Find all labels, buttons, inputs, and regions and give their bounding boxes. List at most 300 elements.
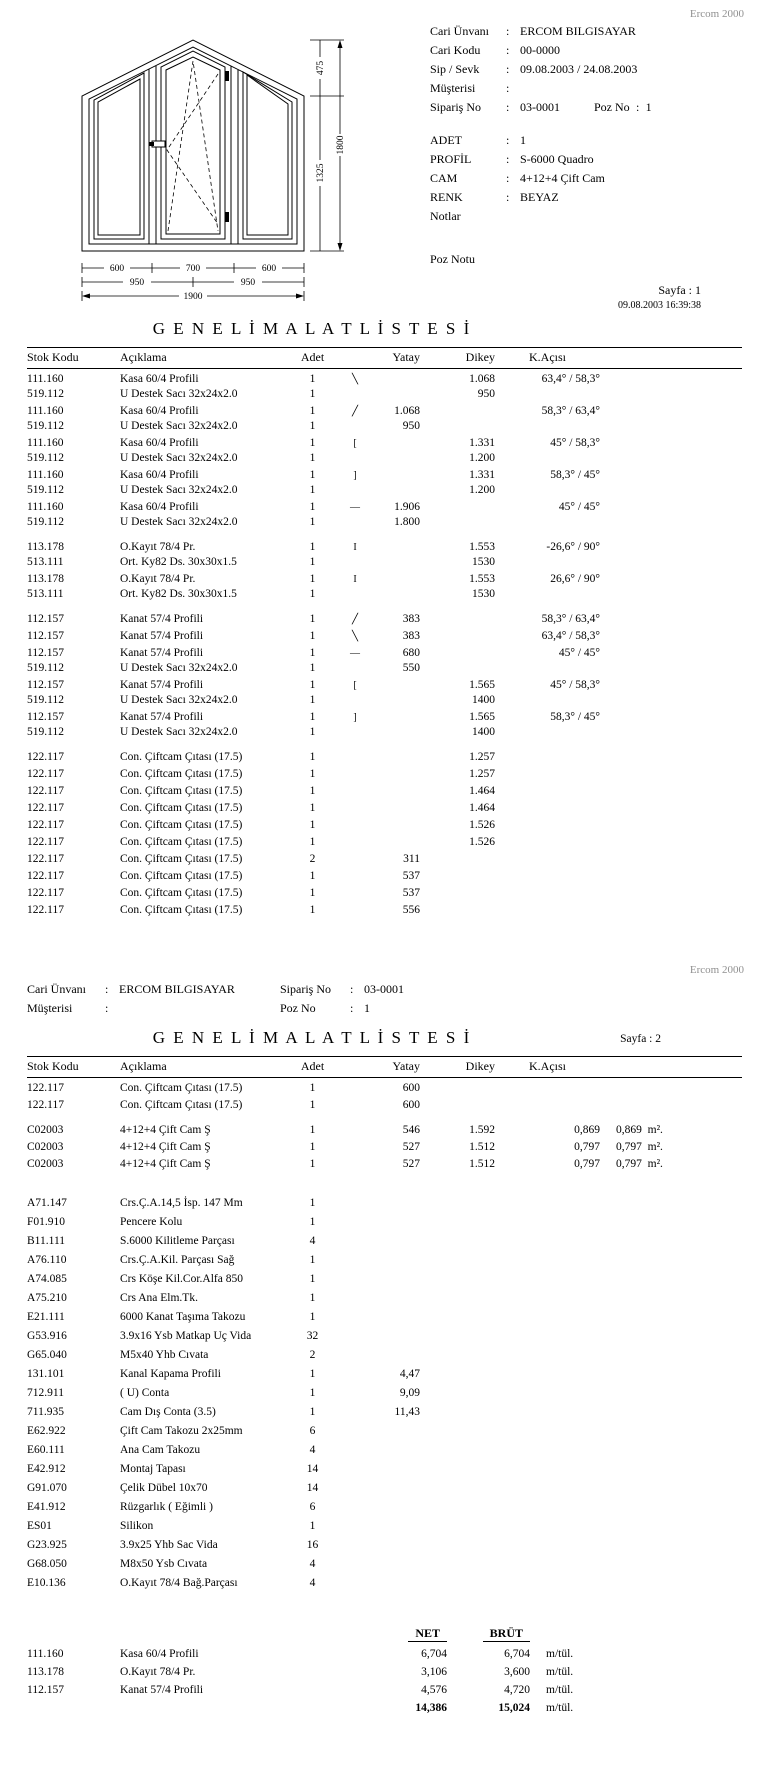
cell-kacisi: 58,3° / 45° [550, 711, 600, 723]
cell-extra [600, 903, 742, 918]
cell-yatay [375, 1348, 420, 1363]
cell-desc: Kanat 57/4 Profili [120, 647, 204, 659]
cell-dikey [420, 1291, 495, 1306]
cell-dikey [420, 869, 495, 884]
table-row [27, 784, 742, 799]
cell-code: 519.112 [27, 388, 64, 400]
cell-kacisi [495, 515, 600, 530]
cell-adet: 1 [309, 420, 316, 432]
cell-adet: 1 [309, 1406, 316, 1418]
cell-extra [600, 540, 742, 555]
cell-code: A76.110 [27, 1254, 67, 1266]
cell-code: 112.157 [27, 647, 64, 659]
cell-yatay: 600 [402, 1099, 420, 1111]
page-title: G E N E L İ M A L A T L İ S T E S İ [152, 1028, 472, 1047]
cell-adet: 1 [309, 1197, 316, 1209]
cell-dikey [420, 404, 495, 419]
cell-unit: m/tül. [546, 1702, 574, 1714]
cell-desc: Rüzgarlık ( Eğimli ) [120, 1501, 213, 1513]
cell-desc: Kasa 60/4 Profili [120, 501, 199, 513]
table-row [27, 515, 742, 530]
cell-desc: Silikon [120, 1520, 154, 1532]
table-row [27, 1538, 742, 1553]
cell-shape [335, 1367, 375, 1382]
cell-extra [600, 1081, 742, 1096]
field-label: RENK [430, 190, 463, 204]
table-row [27, 1462, 742, 1477]
cell-brut: 3,600 [504, 1666, 530, 1678]
cell-shape [335, 1443, 375, 1458]
field-label: Sipariş No [280, 982, 331, 996]
cell-dikey: 1.592 [469, 1124, 495, 1136]
cell-code: 113.178 [27, 541, 64, 553]
col-yatay: Yatay [392, 1059, 420, 1073]
cell-adet: 1 [309, 802, 316, 814]
cell-extra [600, 629, 742, 644]
cell-code: A71.147 [27, 1197, 67, 1209]
cell-yatay [375, 1234, 420, 1249]
field-label: ADET [430, 133, 462, 147]
cell-desc: Con. Çiftcam Çıtası (17.5) [120, 751, 243, 763]
table-row [27, 1157, 742, 1172]
cell-code: 712.911 [27, 1387, 64, 1399]
cell-desc: Kasa 60/4 Profili [120, 373, 199, 385]
cell-shape [335, 1291, 375, 1306]
table-row [27, 710, 742, 725]
spacer [120, 1625, 375, 1642]
cell-desc: M5x40 Yhb Cıvata [120, 1349, 209, 1361]
cell-dikey: 1.200 [469, 452, 495, 464]
cell-code: 519.112 [27, 452, 64, 464]
cell-dikey [420, 1462, 495, 1477]
table-row [27, 1081, 742, 1096]
cell-dikey [420, 1538, 495, 1553]
cell-adet: 1 [309, 751, 316, 763]
cell-extra [600, 451, 742, 466]
cell-dikey: 950 [477, 388, 495, 400]
cell-shape [335, 1253, 375, 1268]
cell-desc: Ort. Ky82 Ds. 30x30x1.5 [120, 556, 237, 568]
cell-kacisi [495, 1329, 600, 1344]
colon: : [506, 24, 510, 38]
cell-dikey: 1.068 [469, 373, 495, 385]
glass-value: 4+12+4 Çift Cam [520, 171, 605, 185]
cell-desc: U Destek Sacı 32x24x2.0 [120, 388, 238, 400]
col-dikey: Dikey [465, 1059, 495, 1073]
cell-kacisi: 0,797 [574, 1158, 600, 1170]
cell-desc: S.6000 Kilitleme Parçası [120, 1235, 235, 1247]
cell-code: 111.160 [27, 469, 64, 481]
cell-extra [600, 678, 742, 693]
cell-desc: U Destek Sacı 32x24x2.0 [120, 726, 238, 738]
cell-brut: 6,704 [504, 1648, 530, 1660]
cell-kacisi [495, 1234, 600, 1249]
cell-yatay [375, 710, 420, 725]
cell-kacisi [495, 1386, 600, 1401]
diag-down-icon: ╲ [351, 631, 359, 642]
colon: : [506, 100, 510, 114]
cell-shape [335, 1348, 375, 1363]
cell-kacisi [495, 1253, 600, 1268]
cell-kacisi: -26,6° / 90° [546, 541, 600, 553]
cell-dikey [420, 1557, 495, 1572]
cell-code: 111.160 [27, 373, 64, 385]
cell-adet: 1 [309, 711, 316, 723]
table-row [27, 646, 742, 661]
hinge-top-icon [225, 71, 229, 81]
cell-shape [335, 852, 375, 867]
cell-kacisi [495, 886, 600, 901]
cell-adet: 1 [309, 679, 316, 691]
table-row [27, 886, 742, 901]
cell-yatay [375, 835, 420, 850]
cell-extra [600, 886, 742, 901]
col-aciklama: Açıklama [120, 1059, 167, 1073]
cell-kacisi [495, 661, 600, 676]
cell-code: 519.112 [27, 726, 64, 738]
cell-net: 4,576 [421, 1684, 447, 1696]
cell-code: 112.157 [27, 679, 64, 691]
cell-desc: Kanal Kapama Profili [120, 1368, 221, 1380]
field-label: PROFİL [430, 152, 472, 166]
cell-extra [600, 725, 742, 740]
dim-lower-height: 1325 [316, 163, 326, 183]
cell-desc: Con. Çiftcam Çıtası (17.5) [120, 904, 243, 916]
cell-yatay [375, 1481, 420, 1496]
table-row [27, 801, 742, 816]
table-row [27, 818, 742, 833]
cell-adet: 1 [309, 1158, 316, 1170]
cell-kacisi [495, 767, 600, 782]
cell-dikey [420, 1481, 495, 1496]
cell-shape [335, 555, 375, 570]
cell-code: G53.916 [27, 1330, 67, 1342]
cell-code: 711.935 [27, 1406, 64, 1418]
net-header-cell [375, 1625, 447, 1642]
cell-desc: Con. Çiftcam Çıtası (17.5) [120, 785, 243, 797]
cell-yatay [375, 1310, 420, 1325]
cell-code: 113.178 [27, 1666, 64, 1678]
cell-desc: Crs.Ç.A.Kil. Parçası Sağ [120, 1254, 235, 1266]
sash-opening-lines-icon [167, 61, 218, 231]
cell-shape [335, 387, 375, 402]
cell-unit: m/tül. [546, 1666, 574, 1678]
cell-yatay: 680 [402, 647, 420, 659]
col-yatay: Yatay [392, 350, 420, 364]
cell-desc: O.Kayıt 78/4 Pr. [120, 573, 196, 585]
cell-extra [600, 1310, 742, 1325]
cell-code: 112.157 [27, 613, 64, 625]
cell-shape [335, 784, 375, 799]
profile-value: S-6000 Quadro [520, 152, 594, 166]
table-row [27, 1424, 742, 1439]
glass-row [430, 171, 759, 190]
cell-code: 111.160 [27, 437, 64, 449]
cell-adet: 1 [309, 388, 316, 400]
cell-code: 122.117 [27, 819, 64, 831]
cell-desc: Crs Ana Elm.Tk. [120, 1292, 198, 1304]
order-no-value: 03-0001 [520, 100, 560, 114]
cell-kacisi [495, 1215, 600, 1230]
cell-extra [600, 468, 742, 483]
cell-yatay: 546 [402, 1124, 420, 1136]
cell-adet: 6 [309, 1425, 316, 1437]
dimension-lines [82, 40, 344, 301]
cell-dikey [420, 1576, 495, 1591]
cell-kacisi: 26,6° / 90° [550, 573, 600, 585]
cell-adet: 1 [309, 785, 316, 797]
cell-extra [600, 646, 742, 661]
cell-adet: 1 [309, 484, 316, 496]
cell-code: E42.912 [27, 1463, 66, 1475]
cell-desc: 4+12+4 Çift Cam Ş [120, 1124, 211, 1136]
cell-yatay [375, 1272, 420, 1287]
cell-yatay [375, 693, 420, 708]
cell-kacisi [495, 1405, 600, 1420]
table-row [27, 750, 742, 765]
cell-yatay: 383 [402, 630, 420, 642]
table-row [27, 483, 742, 498]
title-row-1 [0, 319, 769, 343]
cell-shape [335, 451, 375, 466]
cell-shape [335, 1500, 375, 1515]
cell-kacisi: 0,797 [574, 1141, 600, 1153]
cell-extra [600, 1215, 742, 1230]
table-row [27, 540, 742, 555]
cell-extra [600, 572, 742, 587]
cell-code: G91.070 [27, 1482, 67, 1494]
table-row [27, 1196, 742, 1211]
cell-yatay: 527 [402, 1141, 420, 1153]
bracket-right-icon: ] [353, 470, 357, 481]
cell-extra [600, 387, 742, 402]
cell-shape [335, 801, 375, 816]
field-label: Cari Kodu [430, 43, 481, 57]
cell-kacisi [495, 587, 600, 602]
table-row [27, 404, 742, 419]
cell-extra [600, 869, 742, 884]
brut-label: BRÜT [483, 1625, 530, 1642]
cell-adet: 4 [309, 1558, 316, 1570]
cell-yatay: 1.068 [394, 405, 420, 417]
cell-kacisi [495, 1196, 600, 1211]
customer-code-value: 00-0000 [520, 43, 560, 57]
cell-kacisi: 0,869 [574, 1124, 600, 1136]
net-label: NET [408, 1625, 447, 1642]
cell-yatay [375, 387, 420, 402]
customer-row [430, 81, 759, 100]
table-body-page1 [27, 372, 742, 918]
dim-width-mid: 700 [185, 264, 201, 274]
cell-dikey: 1530 [472, 588, 495, 600]
table-row [27, 1348, 742, 1363]
hinge-bottom-icon [225, 212, 229, 222]
table-row [27, 767, 742, 782]
cell-kacisi [495, 1500, 600, 1515]
cell-dikey [420, 1310, 495, 1325]
cell-adet: 14 [306, 1482, 319, 1494]
cell-yatay [375, 436, 420, 451]
cell-dikey [420, 1253, 495, 1268]
table-row [27, 1329, 742, 1344]
cell-dikey: 1.565 [469, 679, 495, 691]
col-shape [335, 1059, 375, 1074]
cell-yatay: 527 [402, 1158, 420, 1170]
cell-yatay [375, 1291, 420, 1306]
cell-kacisi: 45° / 58,3° [550, 437, 600, 449]
cell-kacisi: 58,3° / 63,4° [541, 405, 600, 417]
cell-kacisi [495, 903, 600, 918]
order-no-row [430, 100, 759, 119]
cell-adet: 4 [309, 1235, 316, 1247]
cell-adet: 2 [309, 853, 316, 865]
cell-code: E62.922 [27, 1425, 66, 1437]
page2-right-info [280, 982, 742, 1020]
cell-yatay [375, 483, 420, 498]
field-label: Sip / Sevk [430, 62, 480, 76]
cell-yatay [375, 678, 420, 693]
table-row [27, 693, 742, 708]
cell-yatay: 600 [402, 1082, 420, 1094]
profile-row [430, 152, 759, 171]
cell-code: 122.117 [27, 1099, 64, 1111]
table-row [27, 436, 742, 451]
cell-dikey: 1.464 [469, 785, 495, 797]
cell-code: 122.117 [27, 802, 64, 814]
cell-dikey [420, 1443, 495, 1458]
cell-code: 122.117 [27, 853, 64, 865]
cell-kacisi: 58,3° / 63,4° [541, 613, 600, 625]
cell-shape [335, 1481, 375, 1496]
cell-desc: 4+12+4 Çift Cam Ş [120, 1141, 211, 1153]
cell-adet: 1 [309, 373, 316, 385]
title-row-2 [0, 1028, 769, 1052]
table-row [27, 1481, 742, 1496]
table-row [27, 1557, 742, 1572]
table-row [27, 852, 742, 867]
cell-adet: 2 [309, 1349, 316, 1361]
cell-code: G68.050 [27, 1558, 67, 1570]
cell-desc: Con. Çiftcam Çıtası (17.5) [120, 836, 243, 848]
cell-code: A75.210 [27, 1292, 67, 1304]
cell-code: 122.117 [27, 751, 64, 763]
cell-desc: U Destek Sacı 32x24x2.0 [120, 484, 238, 496]
cell-adet: 1 [309, 556, 316, 568]
cell-kacisi [495, 750, 600, 765]
cell-adet: 1 [309, 904, 316, 916]
cell-extra [600, 750, 742, 765]
cell-shape [335, 1329, 375, 1344]
cell-adet: 1 [309, 452, 316, 464]
item-info [430, 133, 759, 228]
cell-extra [600, 1253, 742, 1268]
cell-kacisi [495, 1081, 600, 1096]
diag-up-icon: ╱ [351, 406, 359, 417]
cell-dikey: 1.464 [469, 802, 495, 814]
cell-dikey: 1400 [472, 726, 495, 738]
cell-yatay [375, 1538, 420, 1553]
cell-adet: 1 [309, 1216, 316, 1228]
cell-yatay: 550 [402, 662, 420, 674]
order-ship-date-value: 09.08.2003 / 24.08.2003 [520, 62, 638, 76]
cell-adet: 32 [306, 1330, 319, 1342]
cell-yatay [375, 468, 420, 483]
cell-extra [600, 1481, 742, 1496]
table-row [27, 1500, 742, 1515]
cell-desc: U Destek Sacı 32x24x2.0 [120, 694, 238, 706]
cell-yatay [375, 801, 420, 816]
cell-dikey [420, 629, 495, 644]
table-row [27, 869, 742, 884]
cell-dikey [420, 1215, 495, 1230]
cell-extra [600, 372, 742, 387]
cell-yatay [375, 540, 420, 555]
table-row [27, 1253, 742, 1268]
cell-extra [600, 1386, 742, 1401]
cell-dikey [420, 852, 495, 867]
brand-label: Ercom 2000 [689, 8, 744, 20]
cell-dikey [420, 1386, 495, 1401]
cell-shape [335, 1386, 375, 1401]
cell-adet: 1 [309, 1273, 316, 1285]
dim-upper-height: 475 [316, 60, 326, 76]
cell-desc [120, 1700, 375, 1716]
col-stok-kodu: Stok Kodu [27, 1059, 79, 1073]
cell-kacisi: 58,3° / 45° [550, 469, 600, 481]
table-row [27, 1576, 742, 1591]
spacer [27, 1625, 120, 1642]
cell-yatay [375, 725, 420, 740]
col-extra [600, 350, 742, 365]
field-label: Müşterisi [27, 1001, 73, 1015]
page-number-block [430, 283, 759, 311]
manufacturing-table-page1 [27, 347, 742, 918]
dim-span-left: 950 [129, 278, 145, 288]
cell-shape [335, 1424, 375, 1439]
cell-desc: Kasa 60/4 Profili [120, 1648, 199, 1660]
cell-adet: 1 [309, 573, 316, 585]
cell-yatay [375, 587, 420, 602]
cell-adet: 1 [309, 836, 316, 848]
cell-code: 111.160 [27, 405, 64, 417]
cell-shape [335, 886, 375, 901]
cell-yatay: 383 [402, 613, 420, 625]
cell-adet: 1 [309, 613, 316, 625]
col-adet: Adet [300, 1059, 325, 1073]
cell-code: 519.112 [27, 484, 64, 496]
table-row [27, 1367, 742, 1382]
cell-extra [600, 587, 742, 602]
cell-code: 122.117 [27, 768, 64, 780]
cell-code: E21.111 [27, 1311, 65, 1323]
cell-yatay: 537 [402, 870, 420, 882]
cell-kacisi: 63,4° / 58,3° [541, 373, 600, 385]
cell-yatay [375, 767, 420, 782]
cell-code: C02003 [27, 1124, 64, 1136]
field-label: Cari Ünvanı [27, 982, 86, 996]
cell-dikey [420, 500, 495, 515]
cell-shape [335, 1557, 375, 1572]
cell-dikey [420, 1405, 495, 1420]
field-label: Cari Ünvanı [430, 24, 489, 38]
page-number: Sayfa : 2 [620, 1033, 661, 1045]
table-row [27, 387, 742, 402]
colon: : [506, 171, 510, 185]
cell-dikey: 1.257 [469, 751, 495, 763]
cell-extra [600, 852, 742, 867]
col-adet: Adet [300, 350, 325, 364]
cell-adet: 4 [309, 1577, 316, 1589]
